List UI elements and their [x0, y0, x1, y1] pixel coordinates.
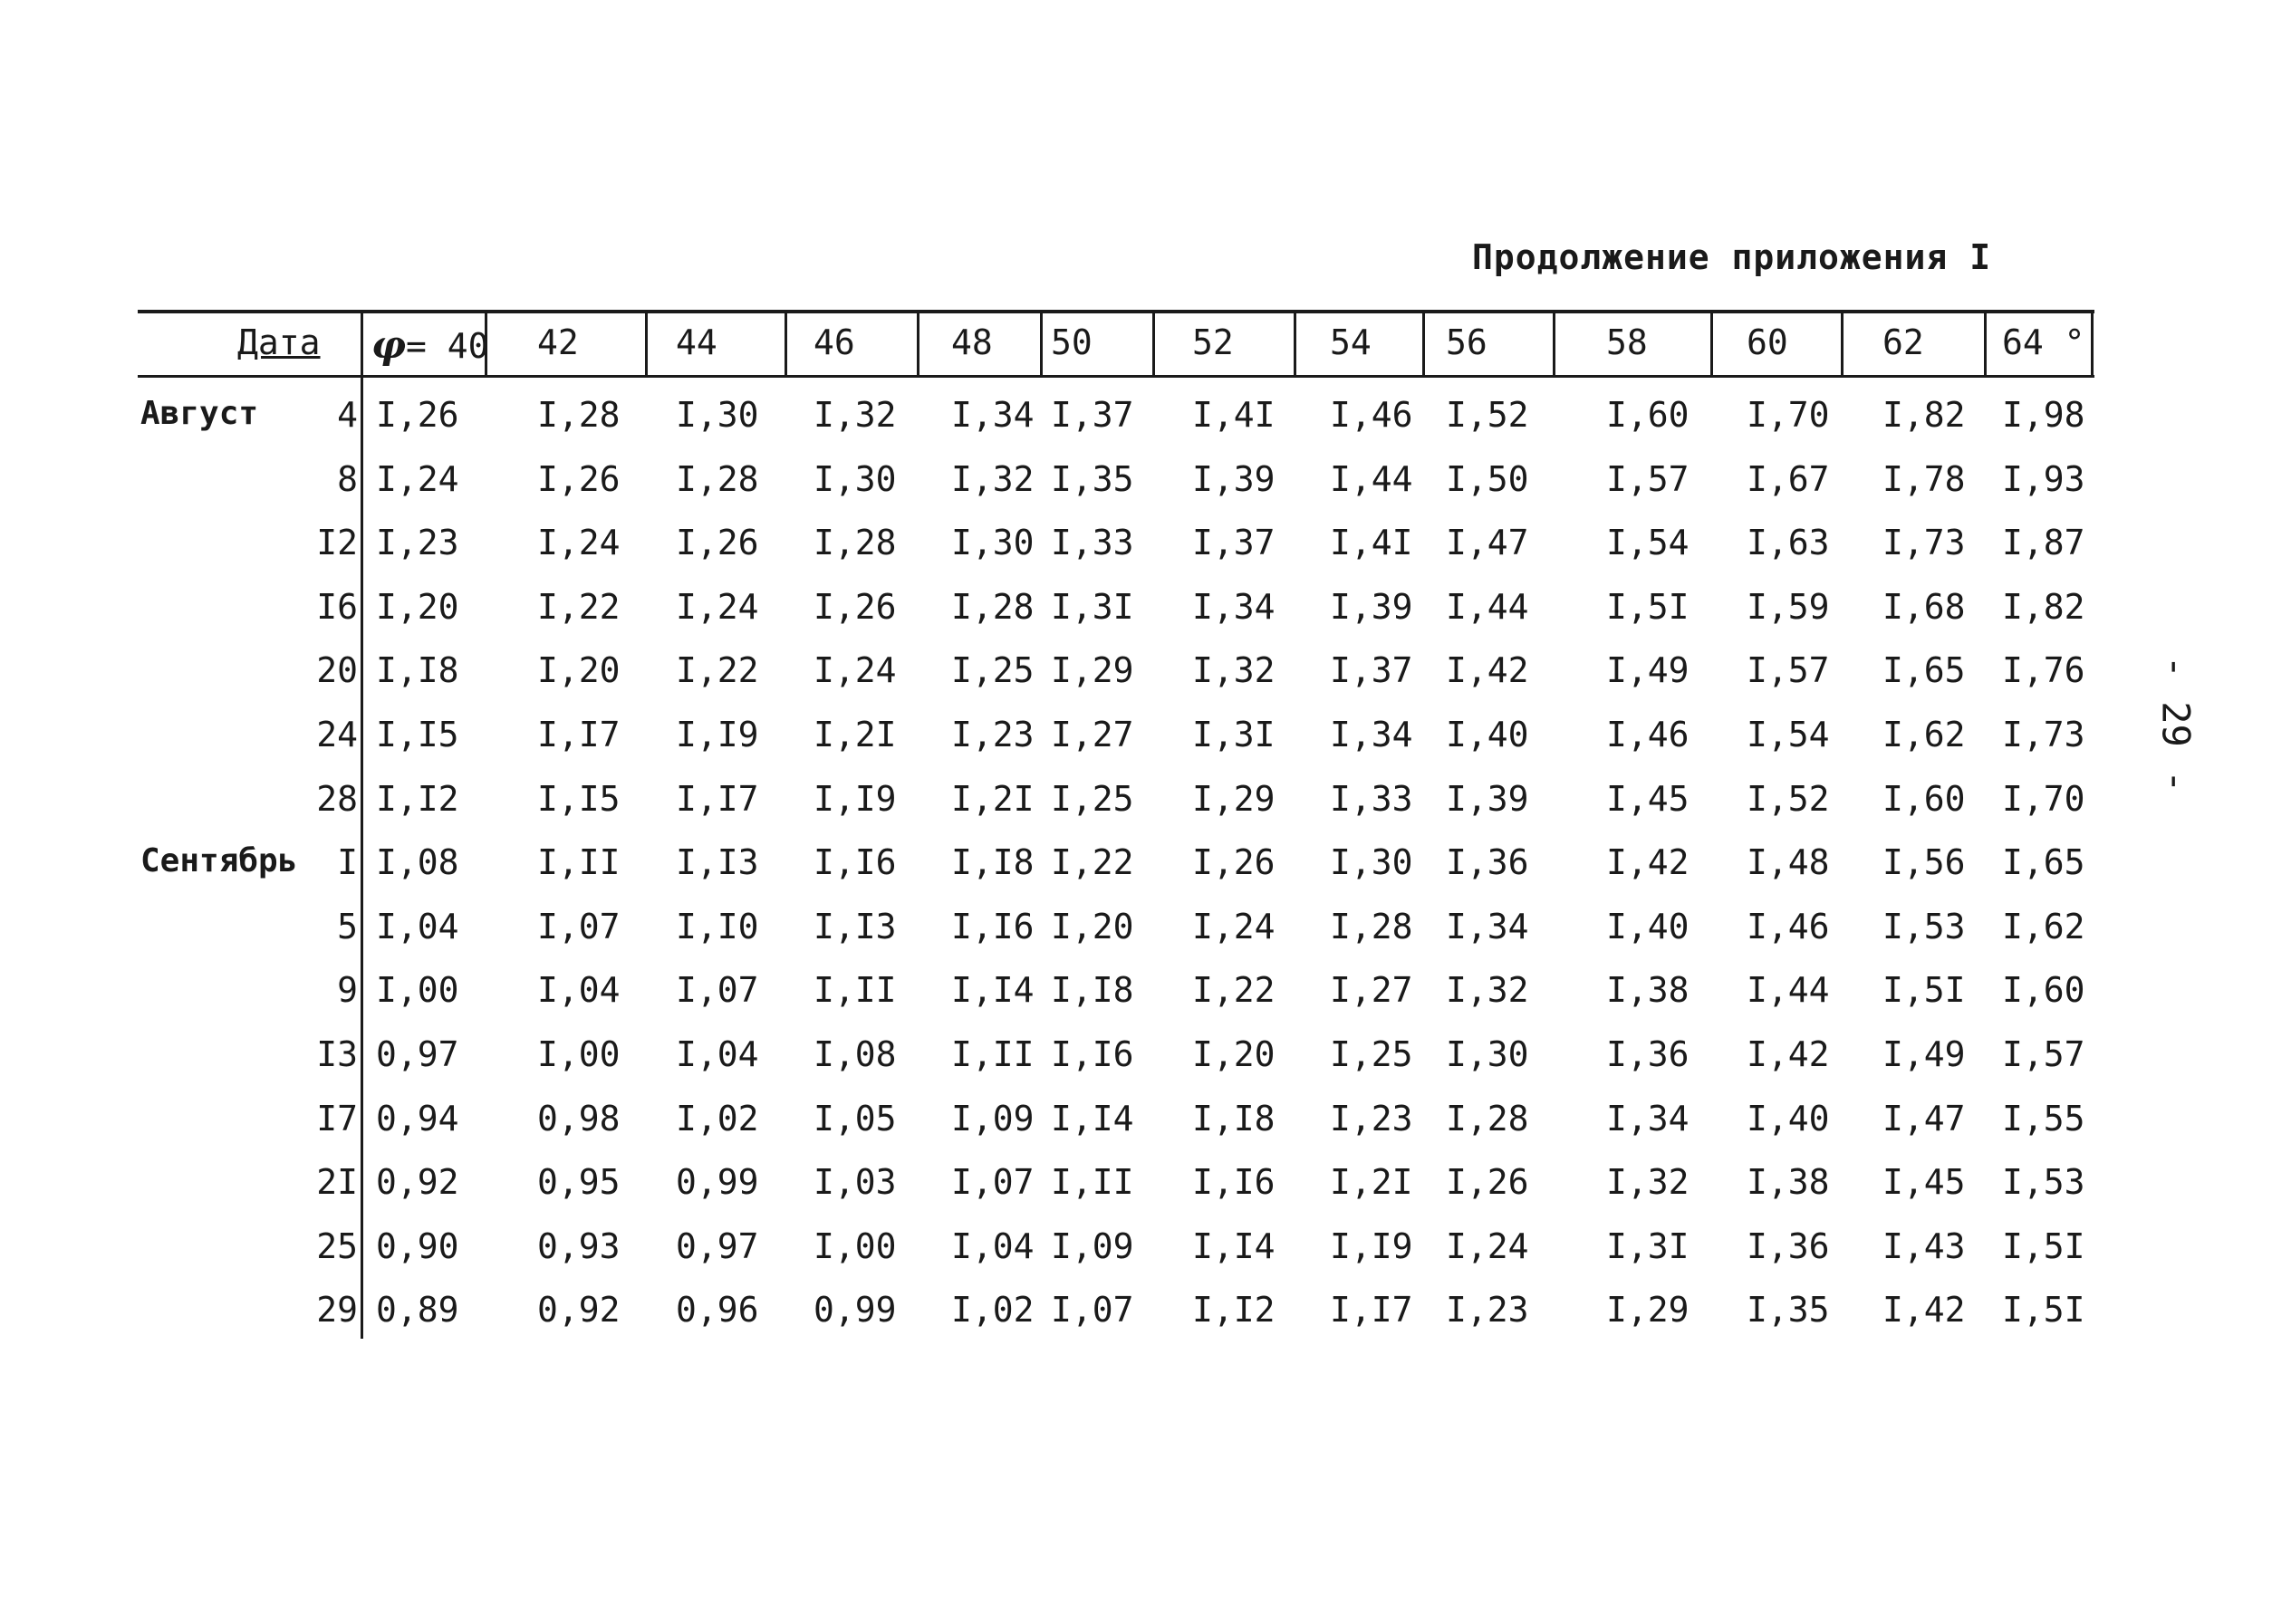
header-latitude-5: 50	[1051, 322, 1093, 362]
table-cell: I,04	[951, 1225, 1035, 1266]
table-cell: I,04	[376, 906, 459, 947]
table-cell: I,42	[1446, 650, 1529, 691]
header-column-divider	[645, 310, 648, 378]
table-cell: I,20	[1051, 906, 1134, 947]
table-cell: I,I8	[1051, 970, 1134, 1011]
header-latitude-2: 44	[676, 322, 717, 362]
table-cell: I,57	[1747, 650, 1830, 691]
table-cell: I,82	[1882, 395, 1966, 435]
table-cell: I,26	[537, 458, 621, 499]
table-cell: I,65	[1882, 650, 1966, 691]
table-cell: I,57	[1606, 458, 1690, 499]
table-cell: I,44	[1747, 970, 1830, 1011]
table-cell: I,07	[537, 906, 621, 947]
table-cell: I,30	[813, 458, 897, 499]
table-cell: I,3I	[1606, 1225, 1690, 1266]
table-cell: I,45	[1882, 1162, 1966, 1203]
table-cell: I,26	[1446, 1162, 1529, 1203]
table-cell: I,32	[1446, 970, 1529, 1011]
table-cell: I,I6	[813, 842, 897, 883]
month-label: Август	[140, 395, 259, 432]
table-cell: I,36	[1446, 842, 1529, 883]
table-cell: I,76	[2002, 650, 2085, 691]
table-cell: I,I4	[1051, 1098, 1134, 1139]
table-cell: I,02	[951, 1290, 1035, 1331]
table-cell: I,24	[676, 586, 759, 627]
page-number: - 29 -	[2153, 655, 2199, 793]
table-row	[0, 650, 2272, 705]
table-cell: I,08	[813, 1034, 897, 1074]
phi-equals: =	[406, 326, 448, 366]
table-cell: I,70	[2002, 778, 2085, 819]
table-cell: I,4I	[1192, 395, 1276, 435]
table-cell: I,54	[1606, 523, 1690, 563]
table-cell: I,40	[1446, 715, 1529, 754]
table-cell: I,5I	[2002, 1225, 2085, 1266]
table-row	[0, 1099, 2272, 1153]
table-cell: I,50	[1446, 458, 1529, 499]
table-cell: I,98	[2002, 395, 2085, 435]
day-label: 8	[337, 458, 358, 499]
table-cell: I,00	[376, 970, 459, 1011]
table-cell: I,I7	[537, 715, 621, 754]
table-cell: I,28	[676, 458, 759, 499]
table-cell: I,22	[537, 586, 621, 627]
table-cell: I,34	[1446, 906, 1529, 947]
table-cell: I,I2	[1192, 1290, 1276, 1331]
table-cell: I,20	[1192, 1034, 1276, 1074]
table-cell: I,44	[1330, 458, 1413, 499]
table-cell: I,29	[1606, 1290, 1690, 1331]
table-cell: I,52	[1747, 778, 1830, 819]
table-cell: I,30	[676, 395, 759, 435]
table-cell: I,I5	[537, 778, 621, 819]
table-caption: Продолжение приложения I	[1472, 237, 1992, 277]
table-cell: I,07	[951, 1162, 1035, 1203]
table-cell: 0,92	[537, 1290, 621, 1331]
table-row	[0, 1226, 2272, 1281]
table-cell: I,45	[1606, 778, 1690, 819]
table-cell: I,07	[1051, 1290, 1134, 1331]
table-cell: I,65	[2002, 842, 2085, 883]
table-cell: I,23	[951, 715, 1035, 754]
table-cell: I,56	[1882, 842, 1966, 883]
table-cell: I,46	[1747, 906, 1830, 947]
table-cell: I,37	[1330, 650, 1413, 691]
header-latitude-1: 42	[537, 322, 579, 362]
table-cell: I,2I	[951, 778, 1035, 819]
table-cell: I,22	[1051, 842, 1134, 883]
day-label: 24	[316, 715, 358, 754]
table-cell: I,32	[1606, 1162, 1690, 1203]
header-column-divider	[1841, 310, 1844, 378]
header-latitude-0	[371, 322, 489, 367]
table-cell: I,I4	[951, 970, 1035, 1011]
table-cell: I,I3	[813, 906, 897, 947]
table-cell: I,54	[1747, 715, 1830, 754]
table-cell: I,82	[2002, 586, 2085, 627]
table-cell: I,42	[1882, 1290, 1966, 1331]
table-cell: I,28	[1446, 1098, 1529, 1139]
table-cell: I,73	[1882, 523, 1966, 563]
table-cell: I,39	[1446, 778, 1529, 819]
table-cell: I,60	[2002, 970, 2085, 1011]
table-cell: I,42	[1747, 1034, 1830, 1074]
table-cell: I,57	[2002, 1034, 2085, 1074]
table-cell: I,22	[1192, 970, 1276, 1011]
header-column-divider	[1152, 310, 1155, 378]
header-column-divider	[1422, 310, 1425, 378]
table-cell: I,49	[1882, 1034, 1966, 1074]
table-cell: I,36	[1606, 1034, 1690, 1074]
table-cell: I,78	[1882, 458, 1966, 499]
table-row	[0, 907, 2272, 961]
table-cell: I,27	[1051, 715, 1134, 754]
table-cell: I,09	[951, 1098, 1035, 1139]
table-cell: I,04	[537, 970, 621, 1011]
table-cell: I,25	[1051, 778, 1134, 819]
table-cell: I,93	[2002, 458, 2085, 499]
table-cell: I,26	[676, 523, 759, 563]
table-cell: 0,98	[537, 1098, 621, 1139]
table-cell: 0,94	[376, 1098, 459, 1139]
table-cell: I,70	[1747, 395, 1830, 435]
header-column-divider	[2091, 310, 2094, 378]
table-cell: I,00	[537, 1034, 621, 1074]
header-latitude-4: 48	[951, 322, 993, 362]
table-cell: I,II	[1051, 1162, 1134, 1203]
table-cell: 0,97	[676, 1225, 759, 1266]
table-row	[0, 523, 2272, 577]
table-cell: 0,95	[537, 1162, 621, 1203]
table-cell: I,07	[676, 970, 759, 1011]
table-cell: I,I9	[676, 715, 759, 754]
header-latitude-9: 58	[1606, 322, 1648, 362]
table-cell: I,33	[1330, 778, 1413, 819]
table-cell: I,34	[951, 395, 1035, 435]
table-cell: I,26	[813, 586, 897, 627]
table-cell: 0,89	[376, 1290, 459, 1331]
table-cell: I,I6	[1192, 1162, 1276, 1203]
table-cell: I,37	[1051, 395, 1134, 435]
header-column-divider	[785, 310, 787, 378]
table-cell: I,62	[2002, 906, 2085, 947]
table-row	[0, 1034, 2272, 1089]
table-cell: I,29	[1192, 778, 1276, 819]
day-label: 25	[316, 1225, 358, 1266]
header-column-divider	[1553, 310, 1555, 378]
table-cell: I,28	[1330, 906, 1413, 947]
table-row	[0, 395, 2272, 449]
table-cell: I,04	[676, 1034, 759, 1074]
table-cell: I,44	[1446, 586, 1529, 627]
table-cell: I,63	[1747, 523, 1830, 563]
day-label: I7	[316, 1098, 358, 1139]
table-cell: I,52	[1446, 395, 1529, 435]
table-cell: I,I2	[376, 778, 459, 819]
table-row	[0, 715, 2272, 769]
table-cell: 0,97	[376, 1034, 459, 1074]
table-cell: I,I0	[676, 906, 759, 947]
table-cell: I,25	[1330, 1034, 1413, 1074]
table-cell: I,2I	[813, 715, 897, 754]
table-cell: I,73	[2002, 715, 2085, 754]
table-cell: I,24	[376, 458, 459, 499]
table-cell: I,53	[1882, 906, 1966, 947]
table-cell: I,23	[1446, 1290, 1529, 1331]
table-cell: I,23	[376, 523, 459, 563]
table-cell: I,I8	[951, 842, 1035, 883]
table-cell: I,5I	[1882, 970, 1966, 1011]
table-cell: I,40	[1747, 1098, 1830, 1139]
table-cell: I,20	[376, 586, 459, 627]
table-row	[0, 1162, 2272, 1216]
header-column-divider	[917, 310, 919, 378]
header-value: 40	[447, 326, 489, 366]
table-cell: I,I6	[951, 906, 1035, 947]
table-cell: I,26	[1192, 842, 1276, 883]
table-row	[0, 970, 2272, 1024]
table-cell: I,09	[1051, 1225, 1134, 1266]
table-cell: I,38	[1606, 970, 1690, 1011]
day-label: I6	[316, 586, 358, 627]
table-row	[0, 459, 2272, 514]
table-cell: I,33	[1051, 523, 1134, 563]
table-top-rule	[138, 310, 2094, 313]
table-cell: I,53	[2002, 1162, 2085, 1203]
table-cell: I,I9	[1330, 1225, 1413, 1266]
table-cell: I,28	[951, 586, 1035, 627]
day-label: I	[337, 842, 358, 883]
day-label: 28	[316, 778, 358, 819]
table-cell: I,32	[813, 395, 897, 435]
table-cell: I,4I	[1330, 523, 1413, 563]
table-cell: I,59	[1747, 586, 1830, 627]
table-cell: 0,99	[813, 1290, 897, 1331]
table-cell: I,24	[537, 523, 621, 563]
table-cell: I,5I	[1606, 586, 1690, 627]
table-cell: I,3I	[1051, 586, 1134, 627]
table-cell: I,I8	[376, 650, 459, 691]
table-cell: I,49	[1606, 650, 1690, 691]
table-cell: I,55	[2002, 1098, 2085, 1139]
header-date-label: Дата	[237, 322, 321, 362]
table-cell: I,I9	[813, 778, 897, 819]
table-cell: I,60	[1882, 778, 1966, 819]
table-cell: I,I6	[1051, 1034, 1134, 1074]
table-cell: I,00	[813, 1225, 897, 1266]
table-row	[0, 1290, 2272, 1344]
table-cell: I,47	[1446, 523, 1529, 563]
header-latitude-11: 62	[1882, 322, 1924, 362]
table-cell: I,I4	[1192, 1225, 1276, 1266]
table-cell: I,39	[1330, 586, 1413, 627]
table-cell: I,23	[1330, 1098, 1413, 1139]
header-latitude-7: 54	[1330, 322, 1372, 362]
table-cell: I,48	[1747, 842, 1830, 883]
table-cell: I,I5	[376, 715, 459, 754]
table-cell: I,I3	[676, 842, 759, 883]
table-cell: I,32	[1192, 650, 1276, 691]
table-cell: 0,99	[676, 1162, 759, 1203]
table-cell: I,28	[813, 523, 897, 563]
table-cell: I,47	[1882, 1098, 1966, 1139]
header-latitude-6: 52	[1192, 322, 1234, 362]
table-cell: I,I7	[676, 778, 759, 819]
table-cell: I,62	[1882, 715, 1966, 754]
table-cell: I,27	[1330, 970, 1413, 1011]
table-cell: I,67	[1747, 458, 1830, 499]
table-cell: I,68	[1882, 586, 1966, 627]
table-cell: I,35	[1051, 458, 1134, 499]
table-cell: I,37	[1192, 523, 1276, 563]
table-cell: I,II	[951, 1034, 1035, 1074]
table-cell: I,32	[951, 458, 1035, 499]
header-latitude-3: 46	[813, 322, 855, 362]
table-cell: I,24	[813, 650, 897, 691]
table-cell: I,46	[1330, 395, 1413, 435]
table-cell: I,30	[1330, 842, 1413, 883]
table-cell: I,36	[1747, 1225, 1830, 1266]
table-cell: I,II	[813, 970, 897, 1011]
table-cell: 0,93	[537, 1225, 621, 1266]
table-cell: 0,90	[376, 1225, 459, 1266]
day-label: 2I	[316, 1162, 358, 1203]
table-cell: I,25	[951, 650, 1035, 691]
table-cell: I,40	[1606, 906, 1690, 947]
header-latitude-12: 64 °	[2002, 322, 2085, 362]
table-cell: I,87	[2002, 523, 2085, 563]
table-cell: I,34	[1192, 586, 1276, 627]
table-cell: I,05	[813, 1098, 897, 1139]
table-row	[0, 842, 2272, 897]
table-cell: I,35	[1747, 1290, 1830, 1331]
header-column-divider	[1294, 310, 1296, 378]
table-cell: I,03	[813, 1162, 897, 1203]
table-cell: I,60	[1606, 395, 1690, 435]
day-label: I3	[316, 1034, 358, 1074]
header-latitude-10: 60	[1747, 322, 1788, 362]
month-label: Сентябрь	[140, 842, 298, 880]
table-cell: I,20	[537, 650, 621, 691]
day-label: 20	[316, 650, 358, 691]
table-row	[0, 779, 2272, 833]
table-cell: I,22	[676, 650, 759, 691]
table-cell: I,34	[1330, 715, 1413, 754]
table-cell: I,30	[1446, 1034, 1529, 1074]
header-latitude-8: 56	[1446, 322, 1487, 362]
table-cell: I,24	[1446, 1225, 1529, 1266]
table-cell: I,26	[376, 395, 459, 435]
table-cell: I,42	[1606, 842, 1690, 883]
day-label: 9	[337, 970, 358, 1011]
table-cell: I,30	[951, 523, 1035, 563]
table-cell: I,43	[1882, 1225, 1966, 1266]
day-label: 29	[316, 1290, 358, 1331]
table-cell: I,02	[676, 1098, 759, 1139]
table-cell: I,24	[1192, 906, 1276, 947]
table-cell: I,3I	[1192, 715, 1276, 754]
table-cell: I,39	[1192, 458, 1276, 499]
table-cell: I,34	[1606, 1098, 1690, 1139]
table-cell: 0,96	[676, 1290, 759, 1331]
phi-symbol: φ	[371, 322, 407, 367]
day-label: 4	[337, 395, 358, 435]
table-cell: I,I8	[1192, 1098, 1276, 1139]
table-cell: I,2I	[1330, 1162, 1413, 1203]
day-label: 5	[337, 906, 358, 947]
table-cell: I,II	[537, 842, 621, 883]
table-cell: I,5I	[2002, 1290, 2085, 1331]
table-cell: I,38	[1747, 1162, 1830, 1203]
header-column-divider	[1710, 310, 1713, 378]
table-cell: I,28	[537, 395, 621, 435]
table-cell: 0,92	[376, 1162, 459, 1203]
table-row	[0, 587, 2272, 641]
table-header-rule	[138, 375, 2094, 378]
table-cell: I,08	[376, 842, 459, 883]
table-cell: I,I7	[1330, 1290, 1413, 1331]
table-cell: I,46	[1606, 715, 1690, 754]
day-label: I2	[316, 523, 358, 563]
header-column-divider	[1984, 310, 1987, 378]
header-column-divider	[1040, 310, 1043, 378]
table-cell: I,29	[1051, 650, 1134, 691]
